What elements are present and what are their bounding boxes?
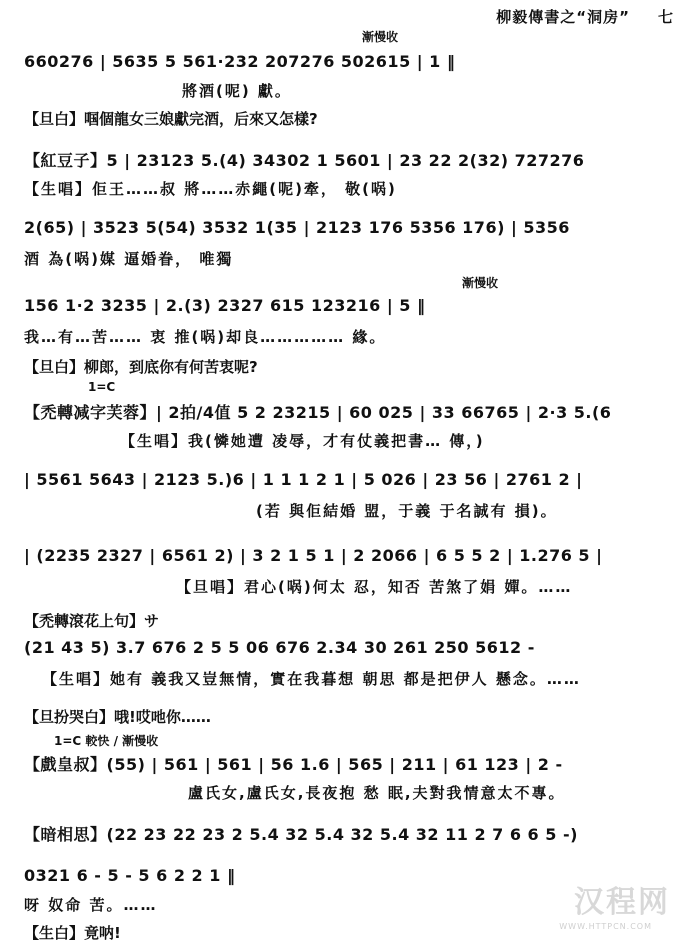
notation-line: 【暗相思】(22 23 22 23 2 5.4 32 5.4 32 5.4 32 11 2 7 6 6 5 -) (24, 825, 578, 844)
notation-line: 0321 6 - 5 - 5 6 2 2 1 ‖ (24, 866, 236, 885)
notation-line: (21 43 5) 3.7 676 2 5 5 06 676 2.34 30 261 250 5612 - (24, 638, 535, 657)
lyric-line: 【生唱】我(憐她遭 凌辱，才有仗義把書… 傳，) (120, 432, 485, 450)
dialogue-text: 【生白】竟呐! (24, 924, 121, 942)
tempo-mark: 1=C 較快 / 漸慢收 (54, 734, 159, 748)
lyric-line: 【旦唱】君心(㖞)何太 忍，知否 苦煞了娟 嬋。…… (176, 578, 573, 596)
tempo-mark: 漸慢收 (462, 276, 499, 290)
lyric-line: 【生唱】她有 義我又豈無情，實在我暮想 朝思 都是把伊人 懸念。…… (42, 670, 581, 688)
lyric-line: 盧氏女,盧氏女,長夜抱 愁 眠,夫對我情意太不專。 (188, 784, 566, 802)
notation-line: | (2235 2327 | 6561 2) | 3 2 1 5 1 | 2 2066 | 6 5 5 2 | 1.276 5 | (24, 546, 603, 565)
dialogue-text: 【旦白】啯個龍女三娘獻完酒，后來又怎樣? (24, 110, 318, 128)
header-title: 柳毅傳書之“洞房” (496, 8, 630, 26)
key-signature: 1=C (88, 380, 116, 394)
dialogue-text: 【旦扮哭白】哦!哎吔你…… (24, 708, 211, 726)
notation-line: 2(65) | 3523 5(54) 3532 1(35 | 2123 176 5356 176) | 5356 (24, 218, 570, 237)
lyric-line: 我…有…苦…… 衷 推(㖞)却良…………… 緣。 (24, 328, 387, 346)
notation-line: 660276 | 5635 5 561·232 207276 502615 | 1 ‖ (24, 52, 456, 71)
tempo-mark: 漸慢收 (362, 30, 399, 44)
watermark-url: WWW.HTTPCN.COM (559, 922, 652, 931)
lyric-line: 【生唱】佢王……叔 將……赤繩(呢)牽， 敬(㖞) (24, 180, 397, 198)
page-header (496, 6, 674, 27)
dialogue-text: 【旦白】柳郎，到底你有何苦衷呢? (24, 358, 258, 376)
notation-line: 156 1·2 3235 | 2.(3) 2327 615 123216 | 5 ‖ (24, 296, 426, 315)
lyric-line: 呀 奴命 苦。…… (24, 896, 158, 914)
notation-line: 【戲皇叔】(55) | 561 | 561 | 56 1.6 | 565 | 211 | 61 123 | 2 - (24, 755, 563, 774)
notation-line: 【禿轉减字芙蓉】| 2拍/4值 5 2 23215 | 60 025 | 33 66765 | 2·3 5.(6 (24, 403, 612, 422)
watermark-logo: 汉程网 (574, 885, 670, 920)
lyric-line: 將酒(呢) 獻。 (182, 82, 292, 100)
notation-line: 【紅豆子】5 | 23123 5.(4) 34302 1 5601 | 23 22 2(32) 727276 (24, 151, 585, 170)
section-heading-text: 【禿轉滾花上句】サ (24, 612, 160, 630)
notation-line: | 5561 5643 | 2123 5.)6 | 1 1 1 2 1 | 5 026 | 23 56 | 2761 2 | (24, 470, 583, 489)
lyric-line: 酒 為(㖞)媒 逼婚眷， 唯獨 (24, 250, 234, 268)
lyric-line: (若 與佢結婚 盟，于義 于名誠有 損)。 (256, 502, 558, 520)
page-number: 七 (657, 8, 674, 26)
